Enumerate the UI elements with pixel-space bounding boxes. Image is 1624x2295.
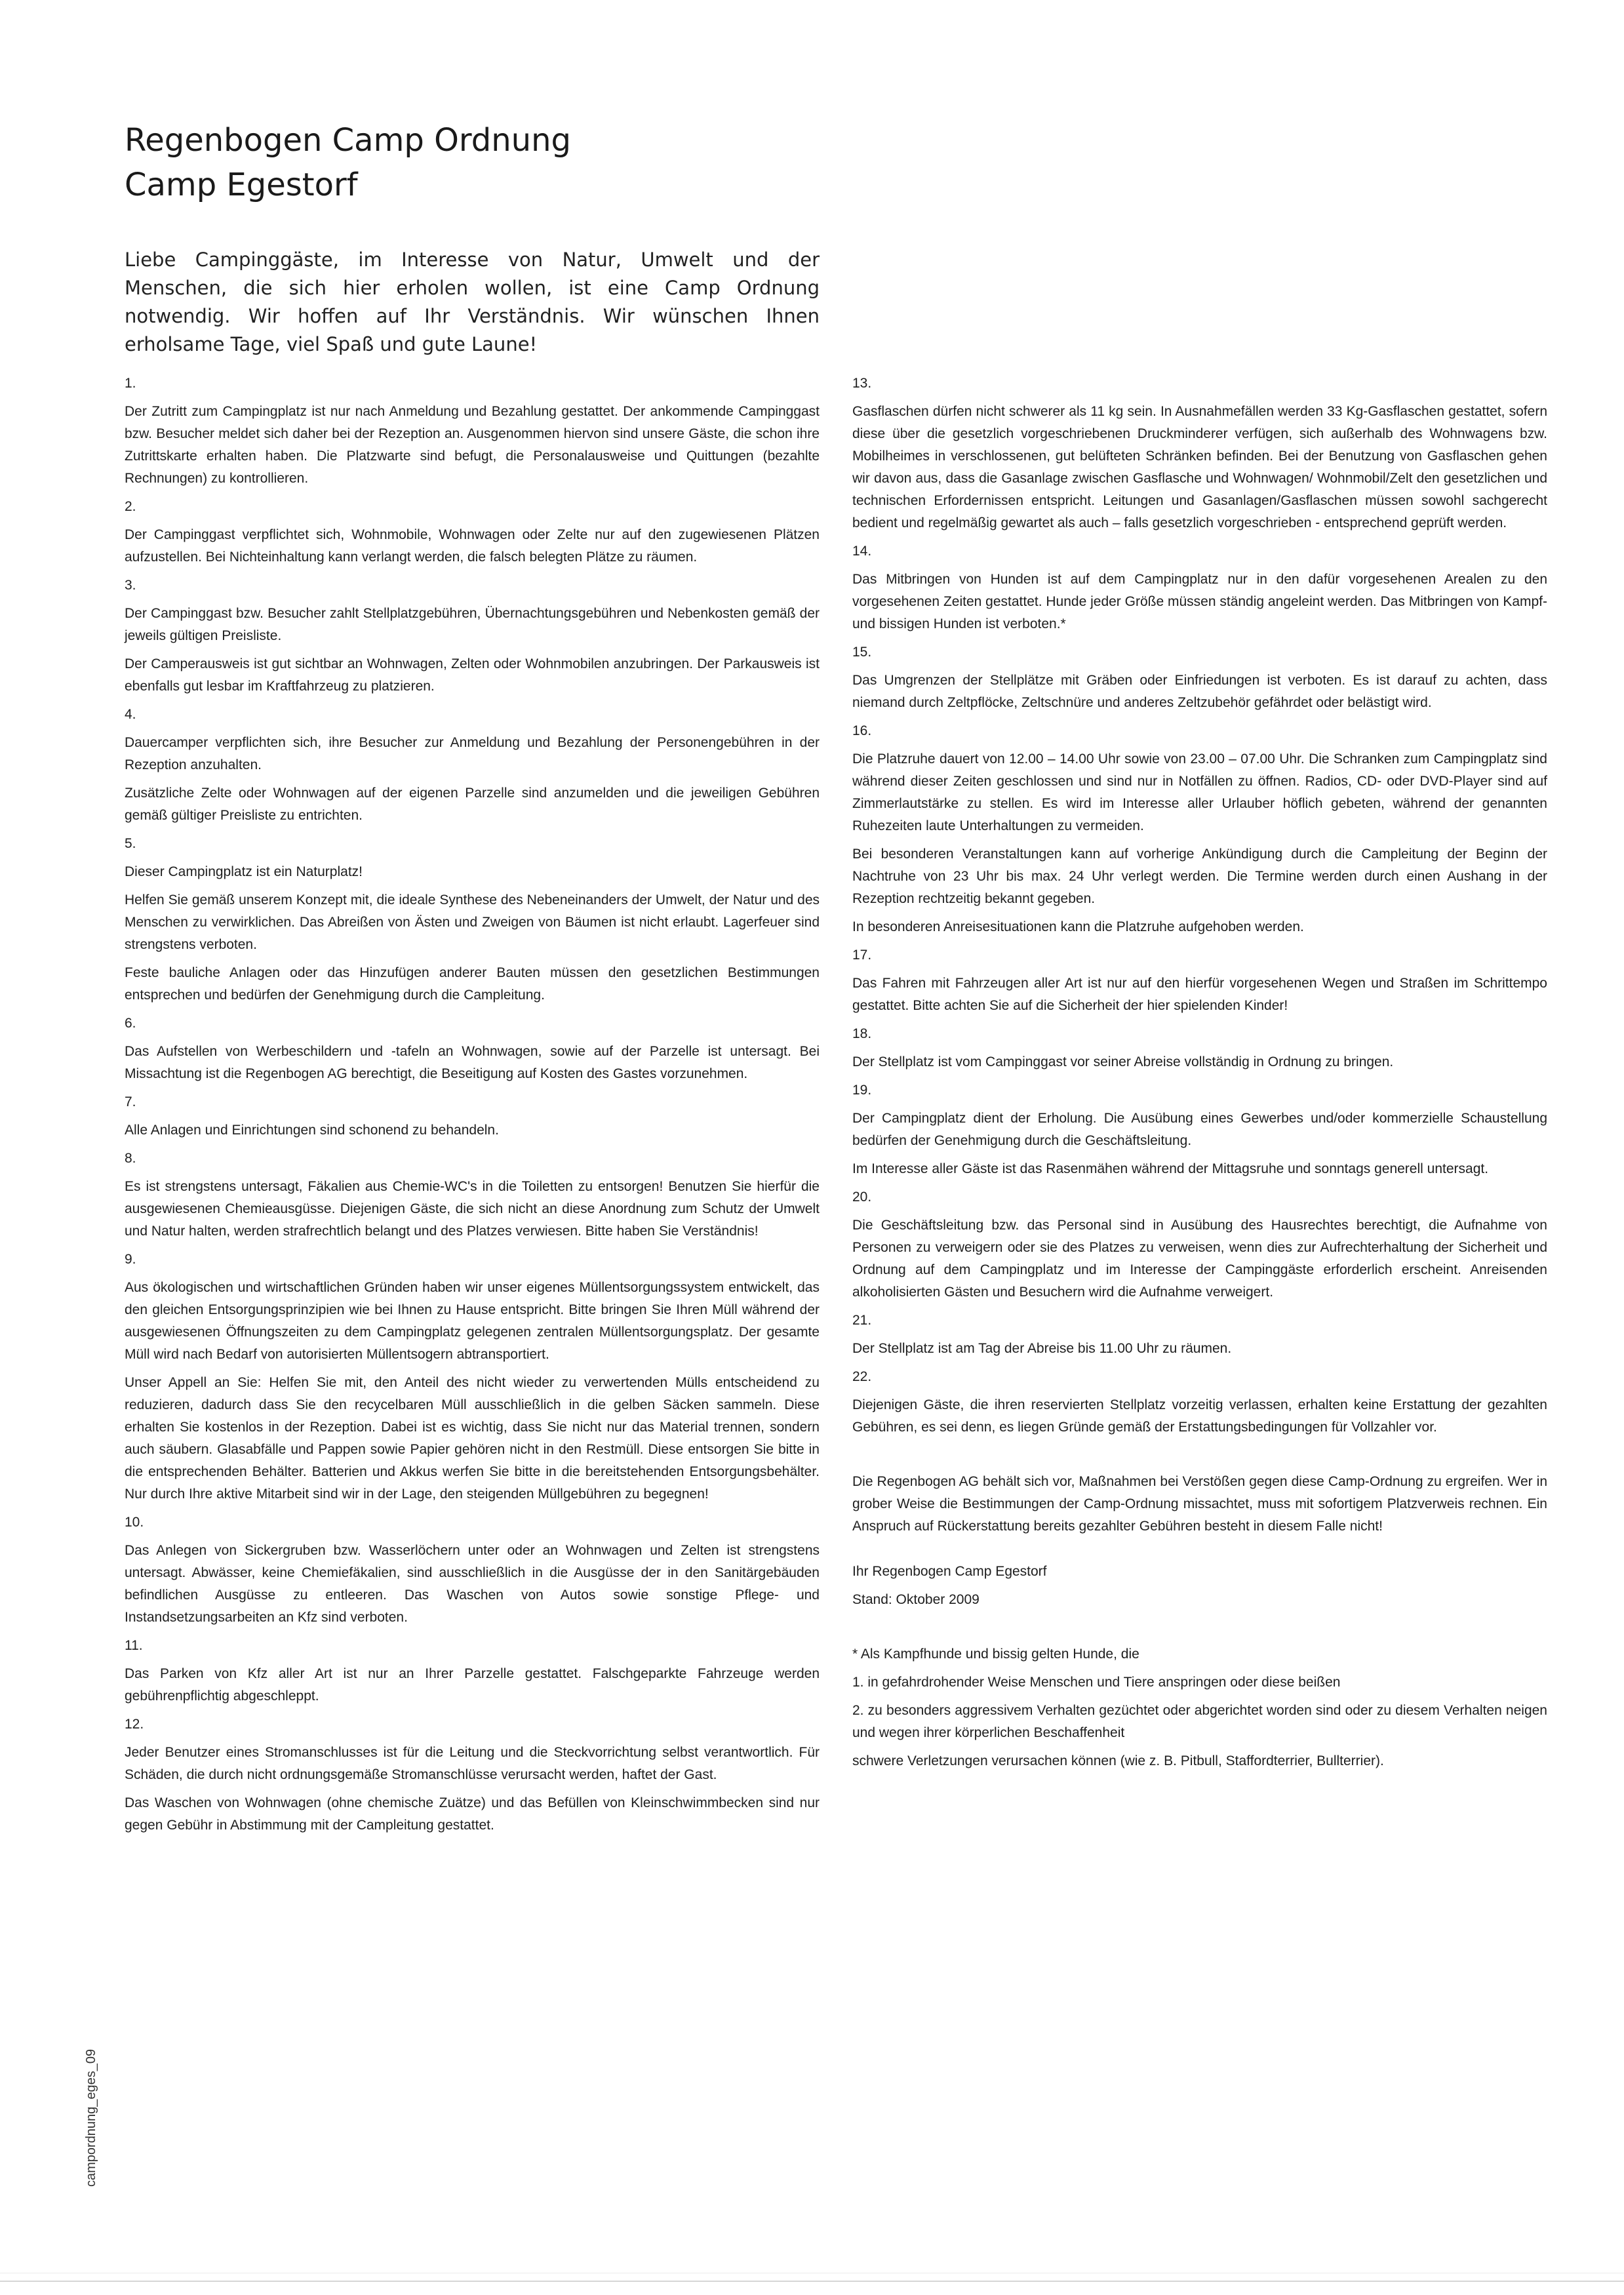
signature-line: Ihr Regenbogen Camp Egestorf [852, 1564, 1047, 1579]
rule-number: 15. [852, 645, 872, 660]
title-line-2: Camp Egestorf [125, 167, 358, 203]
rule-number: 13. [852, 376, 872, 391]
rule-number: 14. [852, 544, 872, 559]
rule-text: Zusätzliche Zelte oder Wohnwagen auf der eigenen Parzelle sind anzumelden und die jeweiligen Gebühren gemäß gültiger Preisliste zu entrichten. [125, 786, 820, 823]
rule-text: Der Campinggast bzw. Besucher zahlt Stellplatzgebühren, Übernachtungsgebühren und Nebenkosten gemäß der jeweils gültigen Preisliste. [125, 606, 820, 643]
rule-number: 4. [125, 707, 136, 722]
spacer [852, 1445, 1547, 1471]
document-code [84, 2048, 104, 2213]
rule-text: Der Stellplatz ist vom Campinggast vor seiner Abreise vollständig in Ordnung zu bringen. [852, 1054, 1394, 1069]
rule-text: Das Umgrenzen der Stellplätze mit Gräben oder Einfriedungen ist verboten. Es ist darauf zu achten, dass niemand durch Zeltpflöcke, Zeltschnüre und anderes Zeltzubehör gefährdet oder belästigt wird. [852, 673, 1547, 710]
rule-number: 10. [125, 1515, 144, 1530]
rule-number: 7. [125, 1094, 136, 1109]
rule-text: Der Camperausweis ist gut sichtbar an Wohnwagen, Zelten oder Wohnmobilen anzubringen. Der Parkausweis ist ebenfalls gut lesbar im Kraftfahrzeug zu platzieren. [125, 656, 820, 694]
rule-text: Das Anlegen von Sickergruben bzw. Wasserlöchern unter oder an Wohnwagen und Zelten ist strengstens untersagt. Abwässer, keine Chemiefäkalien, sind ausschließlich in die Ausgüsse der in den Sanitärgebäuden befindlichen Ausgüsse zu entleeren. Das Waschen von Autos sowie sonstige Pflege- und Instandsetzungsarbeiten an Kfz sind verboten. [125, 1543, 820, 1625]
rule-number: 3. [125, 578, 136, 593]
rule-text: Der Campingplatz dient der Erholung. Die Ausübung eines Gewerbes und/oder kommerzielle Schaustellung bedürfen der Genehmigung durch die Geschäftsleitung. [852, 1111, 1547, 1148]
rule-text: In besonderen Anreisesituationen kann die Platzruhe aufgehoben werden. [852, 919, 1304, 934]
rule-number: 18. [852, 1026, 872, 1041]
rule-number: 9. [125, 1252, 136, 1267]
rule-text: Alle Anlagen und Einrichtungen sind schonend zu behandeln. [125, 1123, 499, 1138]
rule-text: Unser Appell an Sie: Helfen Sie mit, den Anteil des nicht wieder zu verwertenden Mülls entscheidend zu reduzieren, dadurch dass Sie den recycelbaren Müll ausschließlich in die gelben Säcken sammeln. Diese erhalten Sie kostenlos in der Rezeption. Dabei ist es wichtig, dass Sie nicht nur das Material trennen, sondern auch säubern. Glasabfälle und Pappen sowie Papier gehören nicht in den Restmüll. Diese entsorgen Sie bitte in die entsprechenden Behälter. Batterien und Akkus werfen Sie bitte in die bereitstehenden Entsorgungsbehälter. Nur durch Ihre aktive Mitarbeit sind wir in der Lage, den steigenden Müllgebühren zu begegnen! [125, 1375, 820, 1502]
rule-text: Helfen Sie gemäß unserem Konzept mit, die ideale Synthese des Nebeneinanders der Umwelt, der Natur und des Menschen zu verwirklichen. Das Abreißen von Ästen und Zweigen von Bäumen ist nicht erlaubt. Lagerfeuer sind strengstens verboten. [125, 892, 820, 952]
rule-text: Im Interesse aller Gäste ist das Rasenmähen während der Mittagsruhe und sonntags generell untersagt. [852, 1161, 1489, 1176]
rule-text: Das Fahren mit Fahrzeugen aller Art ist nur auf den hierfür vorgesehenen Wegen und Straßen im Schrittempo gestattet. Bitte achten Sie auf die Sicherheit der hier spielenden Kinder! [852, 976, 1547, 1013]
rule-text: Die Platzruhe dauert von 12.00 – 14.00 Uhr sowie von 23.00 – 07.00 Uhr. Die Schranken zum Campingplatz sind während dieser Zeiten geschlossen und sind nur in Notfällen zu öffnen. Radios, CD- oder DVD-Player sind auf Zimmerlautstärke zu stellen. Es wird im Interesse aller Urlauber höflich gebeten, während der genannten Ruhezeiten laute Unterhaltungen zu vermeiden. [852, 751, 1547, 833]
rule-number: 12. [125, 1717, 144, 1732]
rule-number: 8. [125, 1151, 136, 1166]
footnote-item-1: 1. in gefahrdrohender Weise Menschen und Tiere anspringen oder diese beißen [852, 1675, 1341, 1690]
rule-text: Dauercamper verpflichten sich, ihre Besucher zur Anmeldung und Bezahlung der Personengebühren in der Rezeption anzuhalten. [125, 735, 820, 772]
left-column [125, 372, 820, 1843]
title-line-1: Regenbogen Camp Ordnung [125, 122, 571, 159]
rule-text: Der Stellplatz ist am Tag der Abreise bis 11.00 Uhr zu räumen. [852, 1341, 1232, 1356]
footnote-intro: * Als Kampfhunde und bissig gelten Hunde, die [852, 1646, 1139, 1662]
rule-text: Das Parken von Kfz aller Art ist nur an Ihrer Parzelle gestattet. Falschgeparkte Fahrzeuge werden gebührenpflichtig abgeschleppt. [125, 1666, 820, 1704]
rule-number: 17. [852, 948, 872, 963]
rule-text: Aus ökologischen und wirtschaftlichen Gründen haben wir unser eigenes Müllentsorgungssystem entwickelt, das den gleichen Entsorgungsprinzipien wie bei Ihnen zu Hause entspricht. Bitte bringen Sie Ihren Müll während der ausgewiesenen Öffnungszeiten zu dem Campingplatz gelegenen zentralen Müllentsorgungsplatz. Der gesamte Müll wird nach Bedarf von autorisierten Müllentsogern abtransportiert. [125, 1280, 820, 1362]
rule-text: Das Mitbringen von Hunden ist auf dem Campingplatz nur in den dafür vorgesehenen Arealen zu den vorgesehenen Zeiten gestattet. Hunde jeder Größe müssen ständig angeleint werden. Das Mitbringen von Kampf- und bissigen Hunden ist verboten.* [852, 572, 1547, 631]
rule-text: Der Zutritt zum Campingplatz ist nur nach Anmeldung und Bezahlung gestattet. Der ankommende Campinggast bzw. Besucher meldet sich daher bei der Rezeption an. Ausgenommen hiervon sind unsere Gäste, die schon ihre Zutrittskarte erhalten haben. Die Platzwarte sind befugt, die Personalausweise und Quittungen (bezahlte Rechnungen) zu kontrollieren. [125, 404, 820, 486]
rule-number: 11. [125, 1638, 143, 1653]
rule-text: Bei besonderen Veranstaltungen kann auf vorherige Ankündigung durch die Campleitung der Beginn der Nachtruhe von 23 Uhr bis max. 24 Uhr verlegt werden. Die Termine werden durch einen Aushang in der Rezeption rechtzeitig bekannt gegeben. [852, 847, 1547, 906]
rule-number: 5. [125, 836, 136, 851]
rule-text: Feste bauliche Anlagen oder das Hinzufügen anderer Bauten müssen den gesetzlichen Bestimmungen entsprechen und bedürfen der Genehmigung durch die Campleitung. [125, 965, 820, 1003]
scan-edge-line [0, 2281, 1624, 2282]
footnote-item-2: 2. zu besonders aggressivem Verhalten gezüchtet oder abgerichtet worden sind oder zu diesem Verhalten neigen und wegen ihrer körperlichen Beschaffenheit [852, 1703, 1547, 1740]
rule-number: 19. [852, 1083, 872, 1098]
rule-text: Das Aufstellen von Werbeschildern und -tafeln an Wohnwagen, sowie auf der Parzelle ist untersagt. Bei Missachtung ist die Regenbogen AG berechtigt, die Beseitigung auf Kosten des Gastes vorzunehmen. [125, 1044, 820, 1081]
rule-number: 6. [125, 1016, 136, 1031]
rule-number: 2. [125, 499, 136, 514]
rule-number: 22. [852, 1369, 872, 1384]
rule-text: Es ist strengstens untersagt, Fäkalien aus Chemie-WC's in die Toiletten zu entsorgen! Benutzen Sie hierfür die ausgewiesenen Chemieausgüsse. Diejenigen Gäste, die sich nicht an diese Anordnung zum Schutz der Umwelt und Natur halten, werden strafrechtlich belangt und des Platzes verwiesen. Bitte haben Sie Verständnis! [125, 1179, 820, 1239]
rule-text: Jeder Benutzer eines Stromanschlusses ist für die Leitung und die Steckvorrichtung selbst verantwortlich. Für Schäden, die durch nicht ordnungsgemäße Stromanschlüsse verursacht werden, haftet der Gast. [125, 1745, 820, 1782]
rule-number: 1. [125, 376, 136, 391]
rule-text: Das Waschen von Wohnwagen (ohne chemische Zuätze) und das Befüllen von Kleinschwimmbecken sind nur gegen Gebühr in Abstimmung mit der Campleitung gestattet. [125, 1795, 820, 1833]
spacer [852, 1544, 1547, 1561]
rule-number: 21. [852, 1313, 872, 1328]
rule-text: Der Campinggast verpflichtet sich, Wohnmobile, Wohnwagen oder Zelte nur auf den zugewiesenen Plätzen aufzustellen. Bei Nichteinhaltung kann verlangt werden, die falsch belegten Plätze zu räumen. [125, 527, 820, 565]
spacer [852, 1617, 1547, 1643]
document-title [125, 118, 911, 207]
rule-number: 16. [852, 723, 872, 738]
right-column [852, 372, 1547, 1778]
rule-text: Die Geschäftsleitung bzw. das Personal sind in Ausübung des Hausrechtes berechtigt, die Aufnahme von Personen zu verweigern oder sie des Platzes zu verweisen, wenn dies zur Aufrechterhaltung der Sicherheit und Ordnung auf dem Campingplatz und im Interesse der Campinggäste erforderlich erscheint. Anreisenden alkoholisierten Gästen und Besuchern wird die Aufnahme verweigert. [852, 1218, 1547, 1300]
rule-text: Diejenigen Gäste, die ihren reservierten Stellplatz vorzeitig verlassen, erhalten keine Erstattung der gezahlten Gebühren, es sei denn, es liegen Gründe gemäß der Erstattungsbedingungen für Vollzahler vor. [852, 1397, 1547, 1435]
closing-notice: Die Regenbogen AG behält sich vor, Maßnahmen bei Verstößen gegen diese Camp-Ordnung zu ergreifen. Wer in grober Weise die Bestimmungen der Camp-Ordnung missachtet, muss mit sofortigem Platzverweis rechnen. Ein Anspruch auf Rückerstattung bereits gezahlter Gebühren besteht in diesem Falle nicht! [852, 1474, 1547, 1534]
rule-number: 20. [852, 1189, 872, 1205]
rule-text: Dieser Campingplatz ist ein Naturplatz! [125, 864, 363, 879]
intro-paragraph: Liebe Campinggäste, im Interesse von Natur, Umwelt und der Menschen, die sich hier erholen wollen, ist eine Camp Ordnung notwendig. Wir hoffen auf Ihr Verständnis. Wir wünschen Ihnen erholsame Tage, viel Spaß und gute Laune! [125, 249, 820, 355]
rule-text: Gasflaschen dürfen nicht schwerer als 11 kg sein. In Ausnahmefällen werden 33 Kg-Gasflaschen gestattet, sofern diese über die gesetzlich vorgeschriebenen Druckminderer verfügen, sich außerhalb des Wohnwagens bzw. Mobilheimes in verschlossenen, gut belüfteten Schränken befinden. Bei der Benutzung von Gasflaschen gehen wir davon aus, dass die Gasanlage zwischen Gasflasche und Wohnwagen/ Wohnmobil/Zelt den gesetzlichen und technischen Erfordernissen entspricht. Leitungen und Gasanlagen/Gasflaschen müssen sowohl sachgerecht bedient und regelmäßig gewartet als auch – falls gesetzlich vorgeschrieben - entsprechend geprüft werden. [852, 404, 1547, 530]
document-code-text: campordnung_eges_09 [84, 2048, 98, 2187]
footnote-item-3: schwere Verletzungen verursachen können (wie z. B. Pitbull, Staffordterrier, Bullterrier). [852, 1753, 1384, 1768]
stand-date: Stand: Oktober 2009 [852, 1592, 980, 1607]
